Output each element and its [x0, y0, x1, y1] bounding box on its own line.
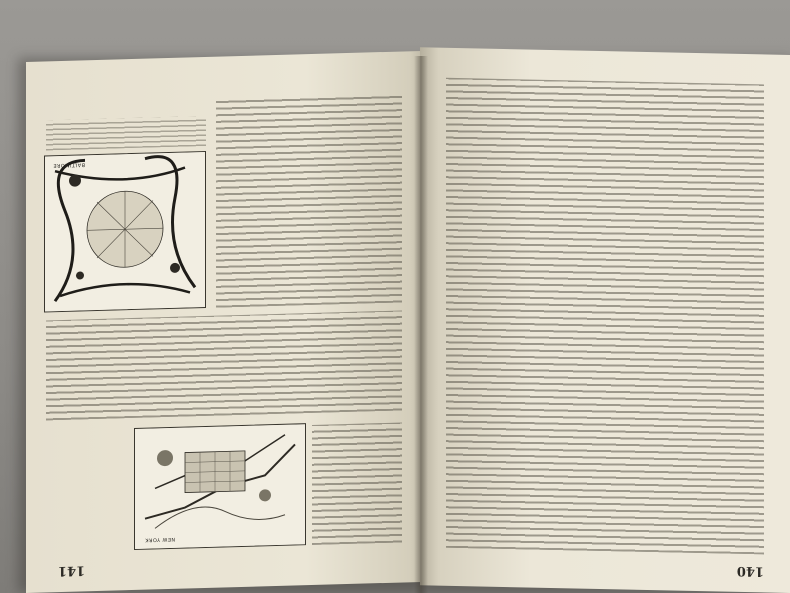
figure-baltimore: [44, 151, 206, 313]
book-gutter: [414, 56, 428, 593]
right-page-content: [420, 47, 790, 593]
right-page: [420, 47, 790, 593]
figure-label-new-york: NEW YORK: [145, 535, 176, 543]
page-number-right: 140: [736, 562, 764, 579]
baltimore-map-illustration: [45, 152, 205, 311]
left-text-block-lower: [216, 92, 402, 307]
left-text-block-upper: [312, 422, 402, 545]
left-page-content: [26, 51, 426, 593]
figure-new-york: [134, 423, 306, 550]
new-york-map-illustration: [135, 424, 305, 549]
page-number-left: 141: [58, 562, 86, 579]
left-page: [26, 51, 426, 593]
left-text-block-main: [46, 310, 402, 420]
left-caption-baltimore: [46, 116, 206, 150]
figure-label-baltimore: BALTIMORE: [53, 161, 85, 169]
right-text-block: [446, 78, 764, 555]
